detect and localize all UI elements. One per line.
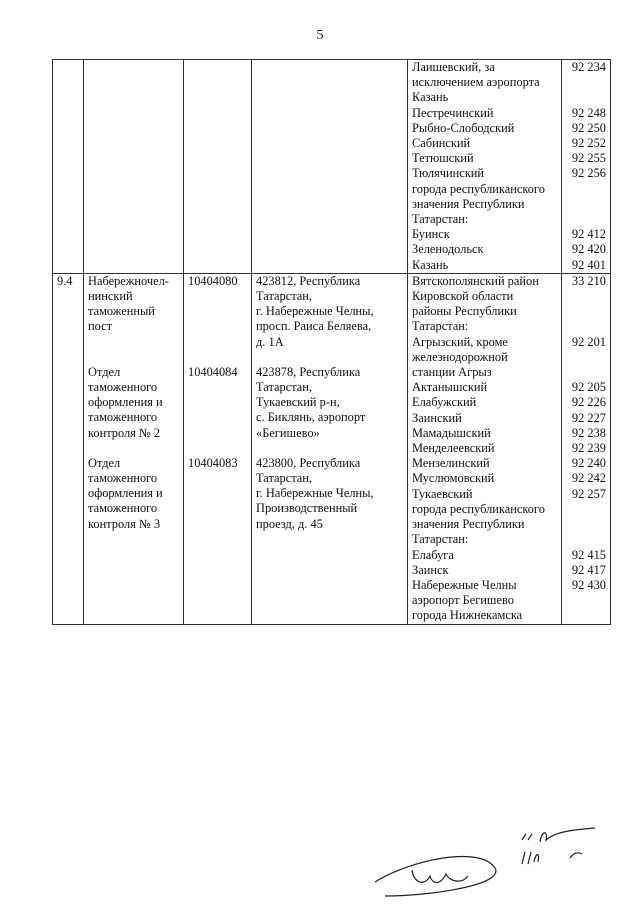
post-address-line: 423812, Республика xyxy=(256,273,361,288)
post-name-cell xyxy=(84,273,184,624)
okato-code: 92 430 xyxy=(571,577,606,592)
okato-code: 92 256 xyxy=(571,166,606,181)
territory-name: Татарстан: xyxy=(412,532,469,547)
post-name-line: контроля № 3 xyxy=(88,516,161,531)
post-address xyxy=(256,274,403,350)
okato-code: 92 201 xyxy=(571,334,606,349)
okato-code: 92 257 xyxy=(571,486,606,501)
okato-code: 33 210 xyxy=(571,273,606,288)
territory-name: Тюлячинский xyxy=(412,166,485,181)
okato-code: 92 239 xyxy=(571,441,606,456)
okato-code xyxy=(566,90,606,105)
post-code-line xyxy=(188,426,247,441)
post-name xyxy=(88,274,179,350)
post-code-line: 10404084 xyxy=(188,364,238,379)
post-code-line xyxy=(188,471,247,486)
post-address-line: Татарстан, xyxy=(256,380,312,395)
post-name-cell xyxy=(84,60,184,274)
post-name-line: таможенный xyxy=(88,304,155,319)
territory-name: Актанышский xyxy=(412,380,488,395)
territory-name: Сабинский xyxy=(412,136,471,151)
post-name-line: таможенного xyxy=(88,410,158,425)
post-address-line: Производственный xyxy=(256,501,358,516)
post-code-line xyxy=(188,410,247,425)
post-name-line: оформления и xyxy=(88,395,163,410)
table-row xyxy=(53,60,611,274)
territory-name: Казань xyxy=(412,257,449,272)
territory-name: Менделеевский xyxy=(412,441,495,456)
territory-name: Муслюмовский xyxy=(412,471,495,486)
territory-name: Казань xyxy=(412,90,449,105)
territory-name: Заинск xyxy=(412,562,449,577)
okato-code xyxy=(566,304,606,319)
okato-code xyxy=(566,502,606,517)
post-address-line: проезд, д. 45 xyxy=(256,516,323,531)
okato-code: 92 250 xyxy=(571,120,606,135)
okato-code: 92 227 xyxy=(571,410,606,425)
post-address-line: 423878, Республика xyxy=(256,364,361,379)
okato-code xyxy=(566,350,606,365)
territory-name: Агрызский, кроме xyxy=(412,334,508,349)
okato-code: 92 412 xyxy=(571,227,606,242)
territory-name: значения Республики xyxy=(412,517,525,532)
okato-code xyxy=(566,75,606,90)
okato-code-cell xyxy=(562,273,611,624)
okato-code-cell xyxy=(562,60,611,274)
okato-code xyxy=(566,289,606,304)
post-name xyxy=(88,456,179,532)
okato-code: 92 238 xyxy=(571,425,606,440)
territory-cell xyxy=(408,273,562,624)
territory-name: станции Агрыз xyxy=(412,365,492,380)
okato-code: 92 252 xyxy=(571,136,606,151)
post-name-line: Отдел xyxy=(88,455,121,470)
territory-name: Татарстан: xyxy=(412,319,469,334)
post-code xyxy=(188,274,247,350)
post-address-line: г. Набережные Челны, xyxy=(256,486,374,501)
post-name-line: контроля № 2 xyxy=(88,425,161,440)
okato-code xyxy=(566,365,606,380)
post-address xyxy=(256,365,403,441)
territory-name: железнодорожной xyxy=(412,349,508,364)
post-name-line: таможенного xyxy=(88,380,158,395)
post-address-line: с. Биклянь, аэропорт xyxy=(256,410,366,425)
post-address xyxy=(256,456,403,532)
okato-code xyxy=(566,517,606,532)
post-name-line xyxy=(88,335,179,350)
okato-code: 92 415 xyxy=(571,547,606,562)
territory-name: аэропорт Бегишево xyxy=(412,593,514,608)
territory-name: Елабужский xyxy=(412,395,477,410)
post-address-line: Татарстан, xyxy=(256,289,312,304)
territory-name: Зеленодольск xyxy=(412,242,484,257)
post-address-line: Тукаевский р-н, xyxy=(256,395,340,410)
territory-name: Пестречинский xyxy=(412,105,494,120)
page-number: 5 xyxy=(316,28,324,43)
territory-name: районы Республики xyxy=(412,304,517,319)
territory-name: Кировской области xyxy=(412,289,514,304)
territory-name: Елабуга xyxy=(412,547,454,562)
territory-name: Тетюшский xyxy=(412,151,474,166)
post-name-line: Отдел xyxy=(88,364,121,379)
okato-code: 92 401 xyxy=(571,257,606,272)
post-code-line xyxy=(188,335,247,350)
territory-name: города республиканского xyxy=(412,181,545,196)
post-address-cell xyxy=(252,273,408,624)
post-code-line xyxy=(188,380,247,395)
post-code-line xyxy=(188,319,247,334)
post-code-cell xyxy=(184,60,252,274)
okato-code: 92 234 xyxy=(571,60,606,74)
post-name-line: Набережночел- xyxy=(88,273,169,288)
territory-name: значения Республики xyxy=(412,196,525,211)
post-code-line xyxy=(188,517,247,532)
post-name-line: таможенного xyxy=(88,471,158,486)
table-row xyxy=(53,273,611,624)
row-number-cell: 9.4 xyxy=(53,273,84,624)
post-address-line: Татарстан, xyxy=(256,471,312,486)
okato-code xyxy=(566,593,606,608)
okato-code xyxy=(566,319,606,334)
okato-code xyxy=(566,608,606,623)
post-name-line: пост xyxy=(88,319,113,334)
territory-name: Вятскополянский район xyxy=(412,273,539,288)
okato-code: 92 205 xyxy=(571,380,606,395)
post-name xyxy=(88,365,179,441)
post-code-line: 10404080 xyxy=(188,273,238,288)
territory-name: Мамадышский xyxy=(412,425,491,440)
post-address-cell xyxy=(252,60,408,274)
post-code-line xyxy=(188,486,247,501)
okato-code xyxy=(566,212,606,227)
post-code-line xyxy=(188,395,247,410)
okato-code: 92 240 xyxy=(571,456,606,471)
okato-code: 92 248 xyxy=(571,105,606,120)
okato-code: 92 420 xyxy=(571,242,606,257)
territory-name: Рыбно-Слободский xyxy=(412,120,515,135)
post-code-line xyxy=(188,501,247,516)
territory-name: Тукаевский xyxy=(412,486,473,501)
post-name-line: оформления и xyxy=(88,486,163,501)
territory-name: Татарстан: xyxy=(412,212,469,227)
signature-handwriting xyxy=(370,800,630,900)
okato-code xyxy=(566,532,606,547)
okato-code: 92 242 xyxy=(571,471,606,486)
post-address-line: 423800, Республика xyxy=(256,455,361,470)
post-address-line: просп. Раиса Беляева, xyxy=(256,319,372,334)
okato-code: 92 417 xyxy=(571,562,606,577)
okato-code xyxy=(566,197,606,212)
post-code xyxy=(188,456,247,532)
territory-name: Мензелинский xyxy=(412,456,490,471)
post-code-line: 10404083 xyxy=(188,455,238,470)
territory-cell xyxy=(408,60,562,274)
territory-name: Буинск xyxy=(412,227,450,242)
post-code-cell xyxy=(184,273,252,624)
okato-code: 92 226 xyxy=(571,395,606,410)
customs-posts-table xyxy=(52,59,611,625)
row-number-cell xyxy=(53,60,84,274)
post-address-line: «Бегишево» xyxy=(256,425,320,440)
territory-name: исключением аэропорта xyxy=(412,75,540,90)
post-code-line xyxy=(188,304,247,319)
post-address-line: д. 1А xyxy=(256,334,284,349)
post-name-line: нинский xyxy=(88,289,133,304)
territory-name: города Нижнекамска xyxy=(412,608,523,623)
post-address-line: г. Набережные Челны, xyxy=(256,304,374,319)
territory-name: Заинский xyxy=(412,410,462,425)
post-code-line xyxy=(188,289,247,304)
territory-name: Набережные Челны xyxy=(412,577,517,592)
territory-name: Лаишевский, за xyxy=(412,60,495,74)
post-code xyxy=(188,365,247,441)
okato-code: 92 255 xyxy=(571,151,606,166)
okato-code xyxy=(566,182,606,197)
post-name-line: таможенного xyxy=(88,501,158,516)
territory-name: города республиканского xyxy=(412,501,545,516)
